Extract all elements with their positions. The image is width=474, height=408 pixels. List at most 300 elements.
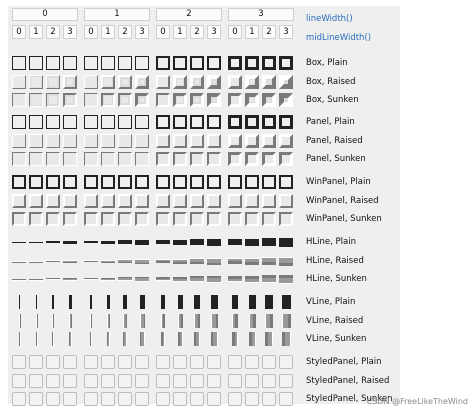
box-plain-sample [262,56,276,70]
mid-line-width-header: 3 [279,25,293,39]
panel-plain-sample [173,115,187,129]
row-label: StyledPanel, Plain [306,357,382,367]
styled-panel-sample [135,355,149,369]
winpanel-plain-sample [245,175,259,189]
panel-raised-sample [207,134,221,148]
winpanel-sunken-sample [46,212,60,226]
styled-panel-sample [228,392,242,406]
row-label: Panel, Sunken [306,154,366,164]
box-plain-sample [84,56,98,70]
box-plain-sample [228,56,242,70]
winpanel-plain-sample [101,175,115,189]
box-raised-sample [190,75,204,89]
panel-raised-sample [228,134,242,148]
row-label: HLine, Plain [306,237,356,247]
winpanel-plain-sample [262,175,276,189]
styled-panel-sample [245,374,259,388]
hline-sample [29,279,43,281]
panel-sunken-sample [135,152,149,166]
panel-sunken-sample [207,152,221,166]
panel-sunken-sample [29,152,43,166]
vline-sample [161,332,165,346]
panel-sunken-sample [190,152,204,166]
panel-sunken-sample [84,152,98,166]
row-label: StyledPanel, Sunken [306,394,393,404]
hline-sample [245,276,259,283]
vline-sample [249,332,256,346]
mid-line-width-link[interactable]: midLineWidth() [306,33,372,43]
box-sunken-sample [101,93,115,107]
hline-sample [156,240,170,244]
vline-sample [140,295,145,309]
row-label: WinPanel, Sunken [306,214,382,224]
panel-plain-sample [84,115,98,129]
hline-sample [245,258,259,265]
hline-sample [228,276,242,282]
winpanel-raised-sample [279,194,293,208]
styled-panel-sample [63,374,77,388]
hline-sample [156,277,170,281]
panel-plain-sample [118,115,132,129]
panel-sunken-sample [101,152,115,166]
styled-panel-sample [207,392,221,406]
row-label: Box, Plain [306,58,348,68]
box-sunken-sample [12,93,26,107]
styled-panel-sample [262,392,276,406]
styled-panel-sample [207,374,221,388]
hline-sample [190,276,204,282]
vline-sample [19,314,21,328]
panel-raised-sample [12,134,26,148]
vline-sample [194,295,200,309]
panel-raised-sample [135,134,149,148]
box-plain-sample [135,56,149,70]
row-label: HLine, Raised [306,256,364,266]
line-width-header: 0 [12,8,78,21]
styled-panel-sample [12,392,26,406]
winpanel-sunken-sample [207,212,221,226]
styled-panel-sample [63,355,77,369]
box-raised-sample [156,75,170,89]
box-sunken-sample [46,93,60,107]
vline-sample [36,314,38,328]
mid-line-width-header: 0 [228,25,242,39]
hline-sample [135,277,149,282]
hline-sample [173,277,187,282]
winpanel-plain-sample [135,175,149,189]
vline-sample [123,314,127,328]
box-sunken-sample [262,93,276,107]
box-raised-sample [135,75,149,89]
mid-line-width-header: 0 [84,25,98,39]
vline-sample [36,332,38,346]
vline-sample [140,332,145,346]
vline-sample [69,295,72,309]
vline-sample [211,295,218,309]
winpanel-plain-sample [84,175,98,189]
styled-panel-sample [245,392,259,406]
hline-sample [279,275,293,284]
vline-sample [232,314,238,328]
winpanel-sunken-sample [29,212,43,226]
styled-panel-sample [29,392,43,406]
styled-panel-sample [190,374,204,388]
vline-sample [178,295,183,309]
styled-panel-sample [279,355,293,369]
panel-sunken-sample [12,152,26,166]
winpanel-raised-sample [118,194,132,208]
vline-sample [19,295,20,309]
row-label: VLine, Sunken [306,334,367,344]
line-width-header: 3 [228,8,294,21]
hline-sample [190,258,204,264]
box-raised-sample [63,75,77,89]
box-sunken-sample [156,93,170,107]
vline-sample [194,314,200,328]
styled-panel-sample [156,374,170,388]
hline-sample [101,260,115,263]
panel-plain-sample [29,115,43,129]
hline-sample [46,260,60,262]
mid-line-width-header: 0 [156,25,170,39]
styled-panel-sample [207,355,221,369]
winpanel-sunken-sample [135,212,149,226]
row-label: VLine, Raised [306,316,364,326]
hline-sample [29,261,43,263]
vline-sample [211,314,218,328]
vline-sample [52,314,54,328]
box-sunken-sample [173,93,187,107]
hline-sample [228,239,242,245]
row-label: WinPanel, Plain [306,177,371,187]
styled-panel-sample [118,392,132,406]
panel-raised-sample [101,134,115,148]
vline-sample [107,332,110,346]
box-plain-sample [63,56,77,70]
hline-sample [12,279,26,281]
vline-sample [36,295,37,309]
line-width-link[interactable]: lineWidth() [306,14,353,24]
hline-sample [279,238,293,247]
vline-sample [107,295,110,309]
hline-sample [63,278,77,281]
box-plain-sample [156,56,170,70]
box-sunken-sample [279,93,293,107]
styled-panel-sample [279,392,293,406]
winpanel-plain-sample [118,175,132,189]
hline-sample [63,241,77,244]
styled-panel-sample [190,392,204,406]
panel-raised-sample [279,134,293,148]
styled-panel-sample [245,355,259,369]
hline-sample [207,239,221,246]
hline-sample [156,259,170,263]
box-raised-sample [29,75,43,89]
hline-sample [84,241,98,243]
hline-sample [84,278,98,280]
panel-raised-sample [245,134,259,148]
panel-sunken-sample [173,152,187,166]
row-label: VLine, Plain [306,297,356,307]
box-raised-sample [101,75,115,89]
winpanel-raised-sample [84,194,98,208]
winpanel-plain-sample [29,175,43,189]
panel-raised-sample [156,134,170,148]
mid-line-width-header: 1 [173,25,187,39]
vline-sample [107,314,110,328]
vline-sample [161,314,165,328]
vline-sample [69,314,72,328]
styled-panel-sample [135,392,149,406]
winpanel-raised-sample [101,194,115,208]
hline-sample [101,278,115,281]
box-plain-sample [101,56,115,70]
winpanel-sunken-sample [279,212,293,226]
mid-line-width-header: 2 [262,25,276,39]
winpanel-sunken-sample [12,212,26,226]
box-plain-sample [29,56,43,70]
panel-raised-sample [63,134,77,148]
panel-sunken-sample [228,152,242,166]
hline-sample [228,258,242,264]
winpanel-raised-sample [12,194,26,208]
box-sunken-sample [190,93,204,107]
vline-sample [249,314,256,328]
box-raised-sample [173,75,187,89]
vline-sample [52,295,54,309]
panel-sunken-sample [245,152,259,166]
box-raised-sample [245,75,259,89]
panel-sunken-sample [279,152,293,166]
hline-sample [84,260,98,262]
row-label: Box, Raised [306,77,356,87]
winpanel-sunken-sample [63,212,77,226]
vline-sample [123,295,127,309]
hline-sample [245,239,259,246]
winpanel-sunken-sample [262,212,276,226]
panel-raised-sample [84,134,98,148]
box-plain-sample [173,56,187,70]
box-plain-sample [12,56,26,70]
styled-panel-sample [46,374,60,388]
winpanel-plain-sample [156,175,170,189]
hline-sample [12,261,26,263]
vline-sample [52,332,54,346]
panel-plain-sample [190,115,204,129]
winpanel-raised-sample [46,194,60,208]
vline-sample [265,314,273,328]
hline-sample [190,239,204,245]
styled-panel-sample [262,355,276,369]
panel-plain-sample [63,115,77,129]
mid-line-width-header: 3 [63,25,77,39]
box-sunken-sample [84,93,98,107]
styled-panel-sample [173,392,187,406]
line-width-header: 2 [156,8,222,21]
vline-sample [265,295,273,309]
box-raised-sample [207,75,221,89]
panel-sunken-sample [156,152,170,166]
box-plain-sample [207,56,221,70]
panel-plain-sample [46,115,60,129]
vline-sample [194,332,200,346]
hline-sample [29,242,43,243]
vline-sample [232,295,238,309]
winpanel-raised-sample [156,194,170,208]
box-sunken-sample [228,93,242,107]
winpanel-plain-sample [46,175,60,189]
box-raised-sample [118,75,132,89]
vline-sample [265,332,273,346]
hline-sample [118,277,132,281]
styled-panel-sample [135,374,149,388]
winpanel-sunken-sample [84,212,98,226]
hline-sample [262,275,276,283]
vline-sample [140,314,145,328]
line-width-header: 1 [84,8,150,21]
hline-sample [135,240,149,245]
box-sunken-sample [29,93,43,107]
box-plain-sample [190,56,204,70]
box-sunken-sample [135,93,149,107]
styled-panel-sample [118,374,132,388]
vline-sample [178,332,183,346]
winpanel-raised-sample [190,194,204,208]
winpanel-plain-sample [228,175,242,189]
mid-line-width-header: 2 [118,25,132,39]
styled-panel-sample [173,374,187,388]
vline-sample [282,332,291,346]
hline-sample [173,240,187,245]
winpanel-raised-sample [262,194,276,208]
styled-panel-sample [173,355,187,369]
hline-sample [262,257,276,265]
box-raised-sample [46,75,60,89]
box-raised-sample [228,75,242,89]
panel-sunken-sample [118,152,132,166]
box-sunken-sample [207,93,221,107]
winpanel-plain-sample [190,175,204,189]
winpanel-raised-sample [245,194,259,208]
styled-panel-sample [84,392,98,406]
panel-raised-sample [118,134,132,148]
vline-sample [123,332,127,346]
panel-sunken-sample [63,152,77,166]
vline-sample [161,295,165,309]
styled-panel-sample [156,392,170,406]
panel-raised-sample [46,134,60,148]
row-label: WinPanel, Raised [306,196,379,206]
winpanel-sunken-sample [190,212,204,226]
hline-sample [101,241,115,244]
panel-plain-sample [245,115,259,129]
hline-sample [173,259,187,264]
row-label: Box, Sunken [306,95,359,105]
hline-sample [12,242,26,243]
winpanel-plain-sample [63,175,77,189]
panel-plain-sample [228,115,242,129]
styled-panel-sample [190,355,204,369]
winpanel-raised-sample [135,194,149,208]
panel-sunken-sample [262,152,276,166]
hline-sample [63,260,77,263]
winpanel-sunken-sample [101,212,115,226]
row-label: Panel, Raised [306,136,363,146]
winpanel-raised-sample [63,194,77,208]
row-label: HLine, Sunken [306,274,367,284]
box-plain-sample [118,56,132,70]
styled-panel-sample [29,374,43,388]
vline-sample [232,332,238,346]
styled-panel-sample [29,355,43,369]
hline-sample [118,240,132,244]
hline-sample [207,276,221,283]
vline-sample [90,295,92,309]
mid-line-width-header: 3 [207,25,221,39]
styled-panel-sample [228,374,242,388]
winpanel-sunken-sample [173,212,187,226]
hline-sample [262,238,276,246]
box-raised-sample [84,75,98,89]
styled-panel-sample [63,392,77,406]
hline-sample [135,259,149,264]
vline-sample [249,295,256,309]
row-label: Panel, Plain [306,117,355,127]
styled-panel-sample [262,374,276,388]
box-raised-sample [12,75,26,89]
winpanel-raised-sample [228,194,242,208]
winpanel-plain-sample [207,175,221,189]
vline-sample [178,314,183,328]
mid-line-width-header: 1 [245,25,259,39]
box-sunken-sample [245,93,259,107]
styled-panel-sample [101,355,115,369]
vline-sample [69,332,72,346]
styled-panel-sample [84,374,98,388]
box-raised-sample [279,75,293,89]
winpanel-sunken-sample [118,212,132,226]
panel-plain-sample [135,115,149,129]
winpanel-raised-sample [207,194,221,208]
styled-panel-sample [101,374,115,388]
watermark: CSDN @FreeLikeTheWind [366,397,468,406]
mid-line-width-header: 1 [29,25,43,39]
styled-panel-sample [279,374,293,388]
styled-panel-sample [228,355,242,369]
styled-panel-sample [46,392,60,406]
hline-sample [118,259,132,263]
mid-line-width-header: 3 [135,25,149,39]
box-plain-sample [46,56,60,70]
mid-line-width-header: 2 [46,25,60,39]
vline-sample [211,332,218,346]
box-plain-sample [245,56,259,70]
winpanel-sunken-sample [156,212,170,226]
box-sunken-sample [118,93,132,107]
styled-panel-sample [12,355,26,369]
styled-panel-sample [156,355,170,369]
hline-sample [207,258,221,265]
panel-raised-sample [173,134,187,148]
winpanel-sunken-sample [245,212,259,226]
box-sunken-sample [63,93,77,107]
panel-plain-sample [207,115,221,129]
vline-sample [90,314,92,328]
hline-sample [46,241,60,243]
box-plain-sample [279,56,293,70]
panel-raised-sample [29,134,43,148]
styled-panel-sample [46,355,60,369]
